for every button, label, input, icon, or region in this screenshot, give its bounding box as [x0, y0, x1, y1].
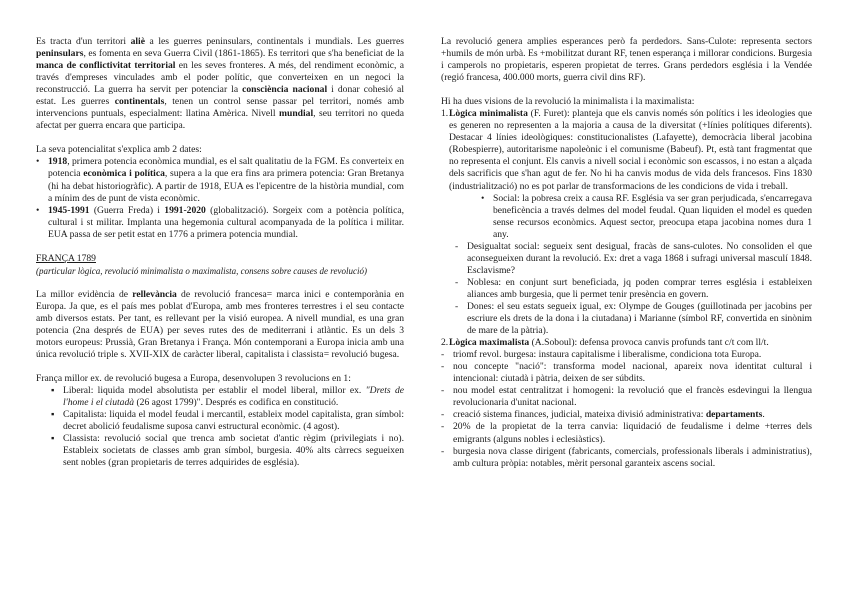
list-item-social: • Social: la pobresa creix a causa RF. Església va ser gran perjudicada, s'encarregava beneficència a través delmes del model feudal. Quan liquiden el model es queden sense recursos econòmics. Aquest sector, preocupa etapa jacobina nomes dura 1 any.	[481, 192, 812, 240]
list-item-maximalista: 2. Lògica maximalista (A.Soboul): defensa provoca canvis profunds tant c/t com ll/t.	[441, 337, 769, 349]
dash-icon: -	[441, 349, 445, 361]
square-bullet-icon: ▪	[51, 385, 55, 397]
intro-paragraph: Es tracta d'un territori aliè a les guerres peninsulars, continentals i mundials. Les guerres peninsulars, es fomenta en seva Guerra Civil (1861-1865). Es territori que s'ha beneficiat de la manca de conflictivitat territorial en les seves fronteres. A més, del rendiment econòmic, a través d'empreses vinculades amb el poder polític, que converteixen en un negoci la reconstrucció. La guerra ha servit per potenciar la consciència nacional i donar cohesió al estat. Les guerres continentals, tenen un control sense passar pel territori, només amb intervencions puntuals, especialment: llatina Amèrica. Nivell mundial, seu territori no queda afectat per guerra encara que participa.	[36, 36, 404, 132]
list-item-dones: - Dones: el seu estats segueix igual, ex: Olympe de Gouges (guillotinada per jacobins per escriure els drets de la dona i la ciutadana) i Marianne (símbol RF, convertida en sinònim de mare de la pàtria).	[455, 300, 812, 337]
dates-intro: La seva potencialitat s'explica amb 2 dates:	[36, 144, 202, 156]
dash-icon: -	[441, 409, 445, 421]
right-column	[441, 36, 812, 470]
left-column	[36, 36, 404, 470]
list-item-1945: • 1945-1991 (Guerra Freda) i 1991-2020 (globalització). Sorgeix com a potència política, cultural i st militar. Implanta una hegemonia cultural acompanyada de la política i militar. EUA passa de ser petit estat en 1776 a primera potencia mundial.	[36, 204, 405, 240]
three-revolutions-intro: França millor ex. de revolució bugesa a Europa, desenvolupen 3 revolucions en 1:	[36, 373, 351, 385]
dash-icon: -	[441, 445, 445, 457]
square-bullet-icon: ▪	[51, 409, 55, 421]
list-item-desigualtat: - Desigualtat social: segueix sent desigual, fracàs de sans-culotes. No consoliden el que aconsegueixen durant la revolució. Ex: dret a vaga 1868 i sufragi universal masculí 1848. Esclavisme?	[455, 240, 812, 276]
bullet-icon: •	[36, 204, 40, 216]
visions-intro: Hi ha dues visions de la revolució la minimalista i la maximalista:	[441, 96, 695, 108]
dash-icon: -	[441, 421, 445, 433]
list-item-finances: - creació sistema finances, judicial, mateixa divisió administrativa: departaments.	[441, 409, 765, 421]
dash-icon: -	[441, 361, 445, 373]
list-item-minimalista: 1. Lògica minimalista (F. Furet): planteja que els canvis només són polítics i les ideologies que es generen no representen a la majoria a causa de la diversitat (+línies polítiques diferents). Destacar 4 línies ideològiques: constitucionalistes (Lafayette), democràcia liberal jacobina (Robespierre), autoritarisme napoleònic i el comunisme (Babeuf). Pt, està tant fragmentat que no representa el conjunt. Els canvis a nivell social i econòmic son escassos, i no estan a alçada dels sacrificis que s'han agut de fer. No hi ha canvis modus de vida dels francesos. Fins 1830 (industrialització) no es pot parlar de transformacions de les condicions de vida i treball.	[441, 108, 812, 192]
list-item-classista: ▪ Classista: revolució social que trenca amb societat d'antic règim (privilegiats i no). Estableix societats de classes amb gran símbol, burgesia. 40% alts càrrecs segueixen sent nobles (gran propietaris de terres adquirides de església).	[51, 433, 404, 469]
dash-icon: -	[455, 276, 459, 288]
list-item-triomf: - triomf revol. burgesa: instaura capitalisme i liberalisme, condiciona tota Europa.	[441, 349, 762, 361]
list-item-1918: • 1918, primera potencia econòmica mundial, es el salt qualitatiu de la FGM. Es converteix en potencia econòmica i política, supera a la que era fins ara primera potencia: Gran Bretanya (hi ha debat historiogràfic). A partir de 1918, EUA es l'epicentre de la història mundial, com a mínim des de punt de vista econòmic.	[36, 156, 405, 204]
square-bullet-icon: ▪	[51, 433, 55, 445]
bullet-icon: •	[481, 192, 485, 204]
list-item-propietat: - 20% de la propietat de la terra canvia: liquidació de feudalisme i delme +terres dels emigrants (alguns nobles i eclesiàstics).	[441, 421, 812, 445]
dash-icon: -	[455, 240, 459, 252]
section-subheading: (particular lògica, revolució minimalista o maximalista, consens sobre causes de revolució)	[36, 265, 367, 276]
list-item-noblesa: - Noblesa: en conjunt surt beneficiada, jq poden comprar terres església i estableixen aliances amb burgesia, que li permet tenir presència en govern.	[455, 276, 812, 300]
dash-icon: -	[455, 300, 459, 312]
list-item-nacio: - nou concepte "nació": transforma model nacional, apareix nova identitat cultural i intencional: ciutadà i pàtria, deixen de ser súbdits.	[441, 361, 812, 385]
list-item-burgesia: - burgesia nova classe dirigent (fabricants, comercials, professionals liberals i administratius), amb cultura pròpia: notables, mèrit personal garanteix ascens social.	[441, 445, 812, 469]
perdedors-paragraph: La revolució genera amplies esperances però fa perdedors. Sans-Culote: representa sectors +humils de món urbà. Es +mobilitzat durant RF, tenen esperança i millorar condicions. Burgesia i camperols no propietaris, esperen propietat de terres. Grans perdedors església i la Vendée (regió francesa, 400.000 morts, guerra civil dins RF).	[441, 36, 812, 84]
list-item-capitalista: ▪ Capitalista: liquida el model feudal i mercantil, estableix model capitalista, gran símbol: decret abolició feudalisme suposa canvi estructural econòmic. (4 agost).	[51, 409, 404, 433]
list-item-liberal: ▪ Liberal: liquida model absolutista per establir el model liberal, millor ex. "Drets de l'home i el ciutadà (26 agost 1799)". Després es codifica en constitució.	[51, 385, 404, 409]
bullet-icon: •	[36, 156, 40, 168]
relevance-paragraph: La millor evidència de rellevància de revolució francesa= marca inici e contemporània en Europa. Ja que, es el país mes poblat d'Europa, amb mes fronteres terrestres i el seu contacte amb diversos estats. Per tant, es rellevant per la visió europea. A nivell mundial, es una gran potencia (2na després de EUA) per seves rutes des de mediterrani i atlàntic. Es un dels 3 motors europeus: Prussià, Gran Bretanya i França. Món contemporani a Europa inicia amb una única revolució triple s. XVII-XIX de caràcter liberal, capitalista i classista= revolució bugesa.	[36, 288, 404, 361]
section-heading: FRANÇA 1789	[36, 252, 96, 264]
list-item-estat: - nou model estat centralitzat i homogeni: la revolució que el francès esdevingui la llengua revolucionaria d'unitat nacional.	[441, 385, 812, 409]
dash-icon: -	[441, 385, 445, 397]
